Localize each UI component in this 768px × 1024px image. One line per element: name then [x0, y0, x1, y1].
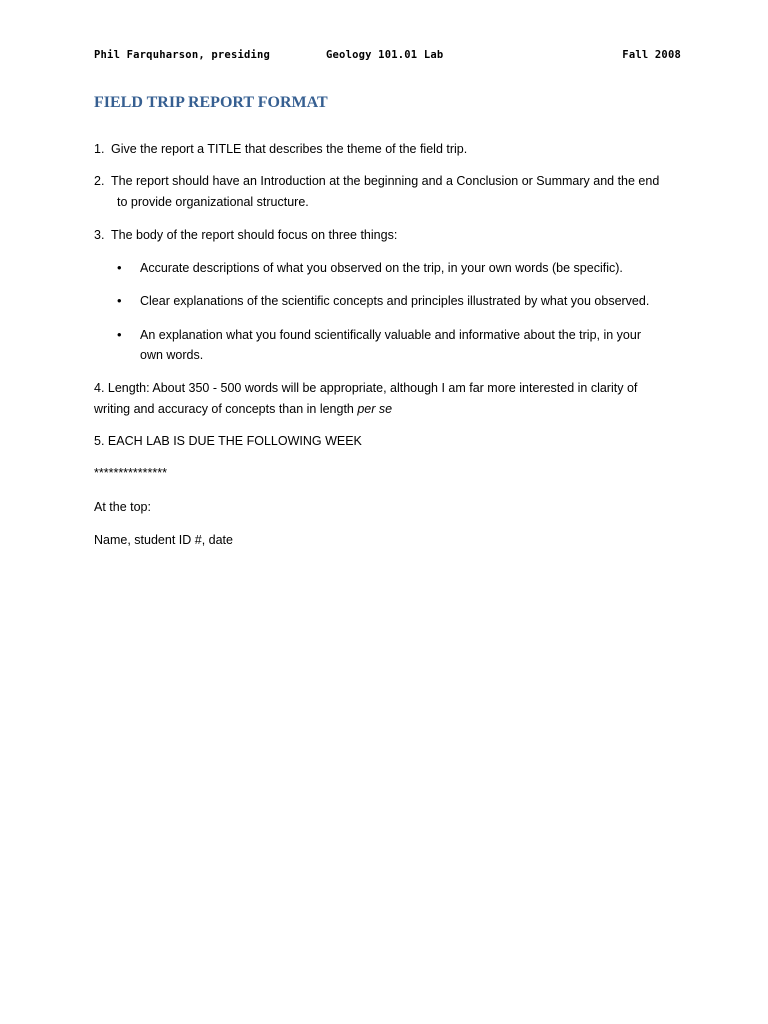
item-text-3: The body of the report should focus on three things: [111, 228, 398, 242]
bullet-text-3-line-2: own words. [140, 348, 204, 362]
asterisk-separator: *************** [94, 466, 167, 480]
item-text-2-line-2: to provide organizational structure. [117, 195, 309, 209]
item-text-2-line-1: The report should have an Introduction at the beginning and a Conclusion or Summary and the end [111, 174, 660, 188]
bullet-text-3-line-1: An explanation what you found scientifically valuable and informative about the trip, in your [140, 328, 641, 342]
header-course: Geology 101.01 Lab [326, 49, 444, 61]
item-number-3: 3. [94, 228, 105, 242]
header-term: Fall 2008 [622, 49, 681, 61]
length-item-text: writing and accuracy of concepts than in length [94, 402, 358, 416]
top-heading: At the top: [94, 500, 151, 514]
bullet-marker-2: • [117, 293, 122, 308]
top-fields: Name, student ID #, date [94, 533, 233, 547]
bullet-text-2: Clear explanations of the scientific concepts and principles illustrated by what you observed. [140, 294, 650, 308]
length-item-line-1: 4. Length: About 350 - 500 words will be appropriate, although I am far more interested in clarity of [94, 381, 638, 395]
due-item: 5. EACH LAB IS DUE THE FOLLOWING WEEK [94, 434, 362, 448]
length-item-line-2 [94, 401, 392, 417]
header-author: Phil Farquharson, presiding [94, 49, 271, 61]
length-item-italic: per se [357, 402, 393, 416]
page-title: FIELD TRIP REPORT FORMAT [94, 94, 328, 111]
bullet-text-1: Accurate descriptions of what you observed on the trip, in your own words (be specific). [140, 261, 623, 275]
item-text-1: Give the report a TITLE that describes the theme of the field trip. [111, 142, 468, 156]
item-number-1: 1. [94, 142, 105, 156]
bullet-marker-3: • [117, 327, 122, 342]
item-number-2: 2. [94, 174, 105, 188]
bullet-marker-1: • [117, 260, 122, 275]
